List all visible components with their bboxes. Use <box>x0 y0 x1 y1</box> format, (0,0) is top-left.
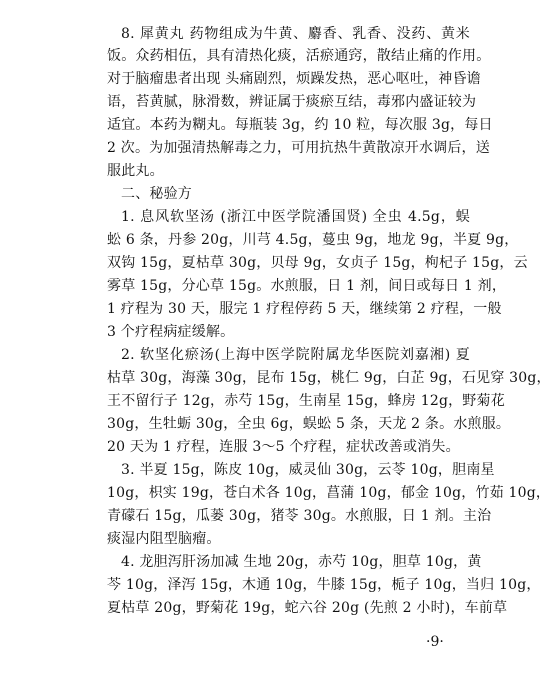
text-line: 痰湿内阻型脑瘤。 <box>107 531 221 547</box>
text-line: 蚣 6 条，丹参 20g，川芎 4.5g，蔓虫 9g，地龙 9g，半夏 9g， <box>107 232 519 248</box>
text-line: 30g，生牡蛎 30g，全虫 6g，蜈蚣 5 条，天龙 2 条。水煎服。 <box>107 416 511 432</box>
text-line: 对于脑瘤患者出现 头痛剧烈，烦躁发热，恶心呕吐，神昏谵 <box>107 71 481 87</box>
text-line: 服此丸。 <box>107 163 164 179</box>
text-line: 8. 犀黄丸 药物组成为牛黄、麝香、乳香、没药、黄米 <box>121 26 470 42</box>
text-line: 1. 息风软坚汤 (浙江中医学院潘国贤) 全虫 4.5g，蜈 <box>121 209 470 225</box>
text-line: 4. 龙胆泻肝汤加减 生地 20g，赤芍 10g，胆草 10g，黄 <box>121 554 482 570</box>
text-line: 夏枯草 20g，野菊花 19g，蛇六谷 20g (先煎 2 小时)，车前草 <box>107 600 508 616</box>
text-line: 3 个疗程病症缓解。 <box>107 324 235 340</box>
text-line: 2 次。为加强清热解毒之力，可用抗热牛黄散凉开水调后，送 <box>107 140 490 156</box>
text-line: 语，苔黄腻，脉滑数，辨证属于痰瘀互结，毒邪内盛证较为 <box>107 94 477 110</box>
text-line: 王不留行子 12g，赤芍 15g，生南星 15g，蜂房 12g，野菊花 <box>107 393 505 409</box>
text-line: 10g，枳实 19g，苍白术各 10g，菖蒲 10g，郁金 10g，竹茹 10g， <box>107 485 551 501</box>
text-line: 枯草 30g，海藻 30g，昆布 15g，桃仁 9g，白芷 9g，石见穿 30g， <box>107 370 551 386</box>
text-line: 双钩 15g，夏枯草 30g，贝母 9g，女贞子 15g，枸杞子 15g，云 <box>107 255 528 271</box>
text-line: 青礞石 15g，瓜蒌 30g，猪苓 30g。水煎服，日 1 剂。主治 <box>107 508 492 524</box>
text-line: 1 疗程为 30 天，服完 1 疗程停药 5 天，继续第 2 疗程，一般 <box>107 301 502 317</box>
text-line: 2. 软坚化瘀汤(上海中医学院附属龙华医院刘嘉湘) 夏 <box>121 347 470 363</box>
text-line: 3. 半夏 15g，陈皮 10g，威灵仙 30g，云苓 10g，胆南星 <box>121 462 495 478</box>
text-line: 雾草 15g，分心草 15g。水煎服，日 1 剂，间日或每日 1 剂， <box>107 278 507 294</box>
text-line: 芩 10g，泽泻 15g，木通 10g，牛膝 15g，栀子 10g，当归 10g， <box>107 577 541 593</box>
text-line: 适宜。本药为糊丸。每瓶装 3g，约 10 粒，每次服 3g，每日 <box>107 117 493 133</box>
text-line: 20 天为 1 疗程，连服 3～5 个疗程，症状改善或消失。 <box>107 439 460 455</box>
text-line: 饭。众药相伍，具有清热化痰，活瘀通窍，散结止痛的作用。 <box>107 48 491 64</box>
page-number: ·9· <box>426 634 444 650</box>
section-heading: 二、秘验方 <box>121 186 192 202</box>
